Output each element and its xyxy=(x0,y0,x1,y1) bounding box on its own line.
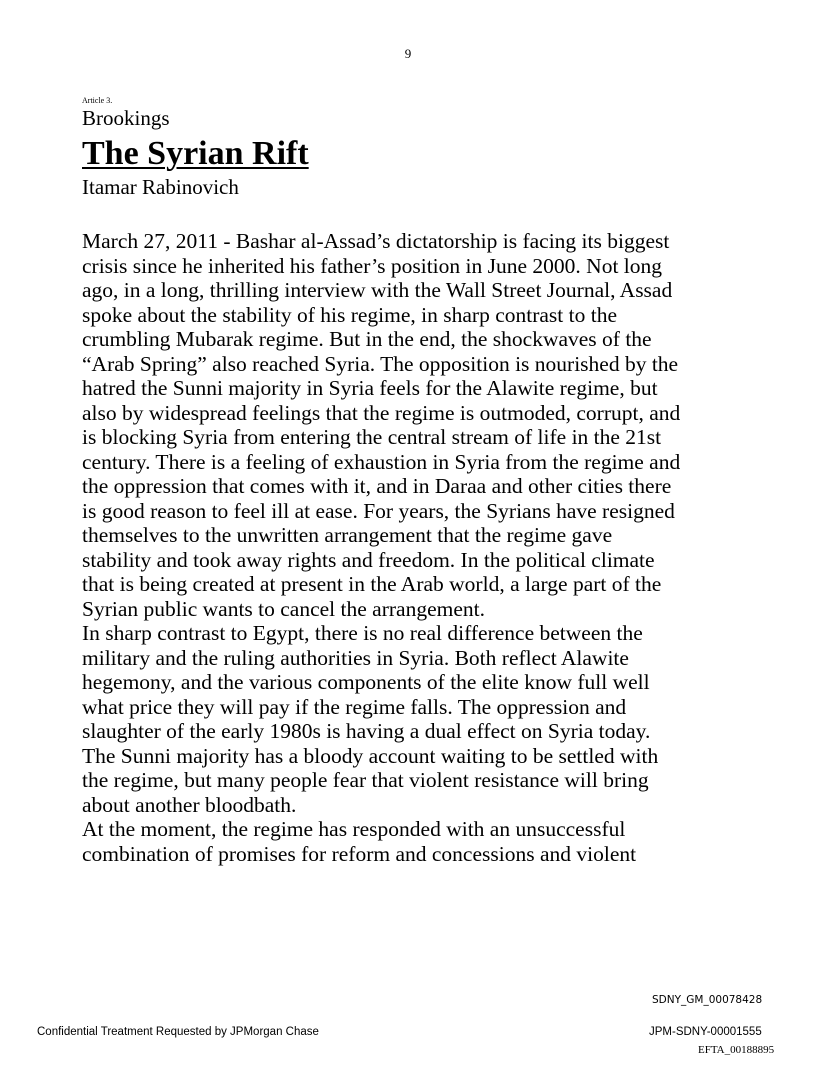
body-line: hegemony, and the various components of the elite know full well xyxy=(82,670,650,694)
body-line: also by widespread feelings that the regime is outmoded, corrupt, and xyxy=(82,400,681,425)
body-line: ago, in a long, thrilling interview with the Wall Street Journal, Assad xyxy=(82,278,673,302)
article-label: Article 3. xyxy=(82,96,113,105)
bates-number: JPM-SDNY-00001555 xyxy=(649,1026,762,1038)
article-author: Itamar Rabinovich xyxy=(82,175,239,199)
body-line: crumbling Mubarak regime. But in the end, the shockwaves of the xyxy=(82,327,652,351)
body-line: is blocking Syria from entering the central stream of life in the 21st xyxy=(82,425,662,449)
body-line: century. There is a feeling of exhaustion in Syria from the regime and xyxy=(82,449,681,474)
efta-number: EFTA_00188895 xyxy=(698,1044,775,1056)
body-line: The Sunni majority has a bloody account waiting to be settled with xyxy=(82,743,659,768)
publisher-name: Brookings xyxy=(82,106,170,130)
body-line: the oppression that comes with it, and in Daraa and other cities there xyxy=(82,474,672,498)
body-line: In sharp contrast to Egypt, there is no real difference between the xyxy=(82,621,643,645)
body-line: slaughter of the early 1980s is having a dual effect on Syria today. xyxy=(82,719,651,743)
body-line: military and the ruling authorities in Syria. Both reflect Alawite xyxy=(82,645,629,670)
body-line: combination of promises for reform and concessions and violent xyxy=(82,841,637,866)
body-line: At the moment, the regime has responded with an unsuccessful xyxy=(82,817,626,841)
document-stamp: SDNY_GM_00078428 xyxy=(652,994,763,1006)
body-line: what price they will pay if the regime falls. The oppression and xyxy=(82,694,627,719)
body-line: about another bloodbath. xyxy=(82,792,297,817)
body-line: Syrian public wants to cancel the arrangement. xyxy=(82,596,485,621)
body-line: March 27, 2011 - Bashar al-Assad’s dictatorship is facing its biggest xyxy=(82,229,670,253)
body-line: is good reason to feel ill at ease. For years, the Syrians have resigned xyxy=(82,498,675,523)
body-line: “Arab Spring” also reached Syria. The opposition is nourished by the xyxy=(82,351,679,376)
body-line: themselves to the unwritten arrangement that the regime gave xyxy=(82,523,613,547)
body-line: the regime, but many people fear that violent resistance will bring xyxy=(82,768,649,792)
page-number: 9 xyxy=(404,46,412,61)
confidentiality-notice: Confidential Treatment Requested by JPMorgan Chase xyxy=(37,1026,319,1038)
article-title: The Syrian Rift xyxy=(82,135,309,172)
body-line: spoke about the stability of his regime, in sharp contrast to the xyxy=(82,302,618,327)
body-line: hatred the Sunni majority in Syria feels for the Alawite regime, but xyxy=(82,376,658,400)
body-line: that is being created at present in the Arab world, a large part of the xyxy=(82,572,662,596)
body-line: crisis since he inherited his father’s position in June 2000. Not long xyxy=(82,253,663,278)
article-body xyxy=(82,229,742,866)
body-line: stability and took away rights and freedom. In the political climate xyxy=(82,547,655,572)
